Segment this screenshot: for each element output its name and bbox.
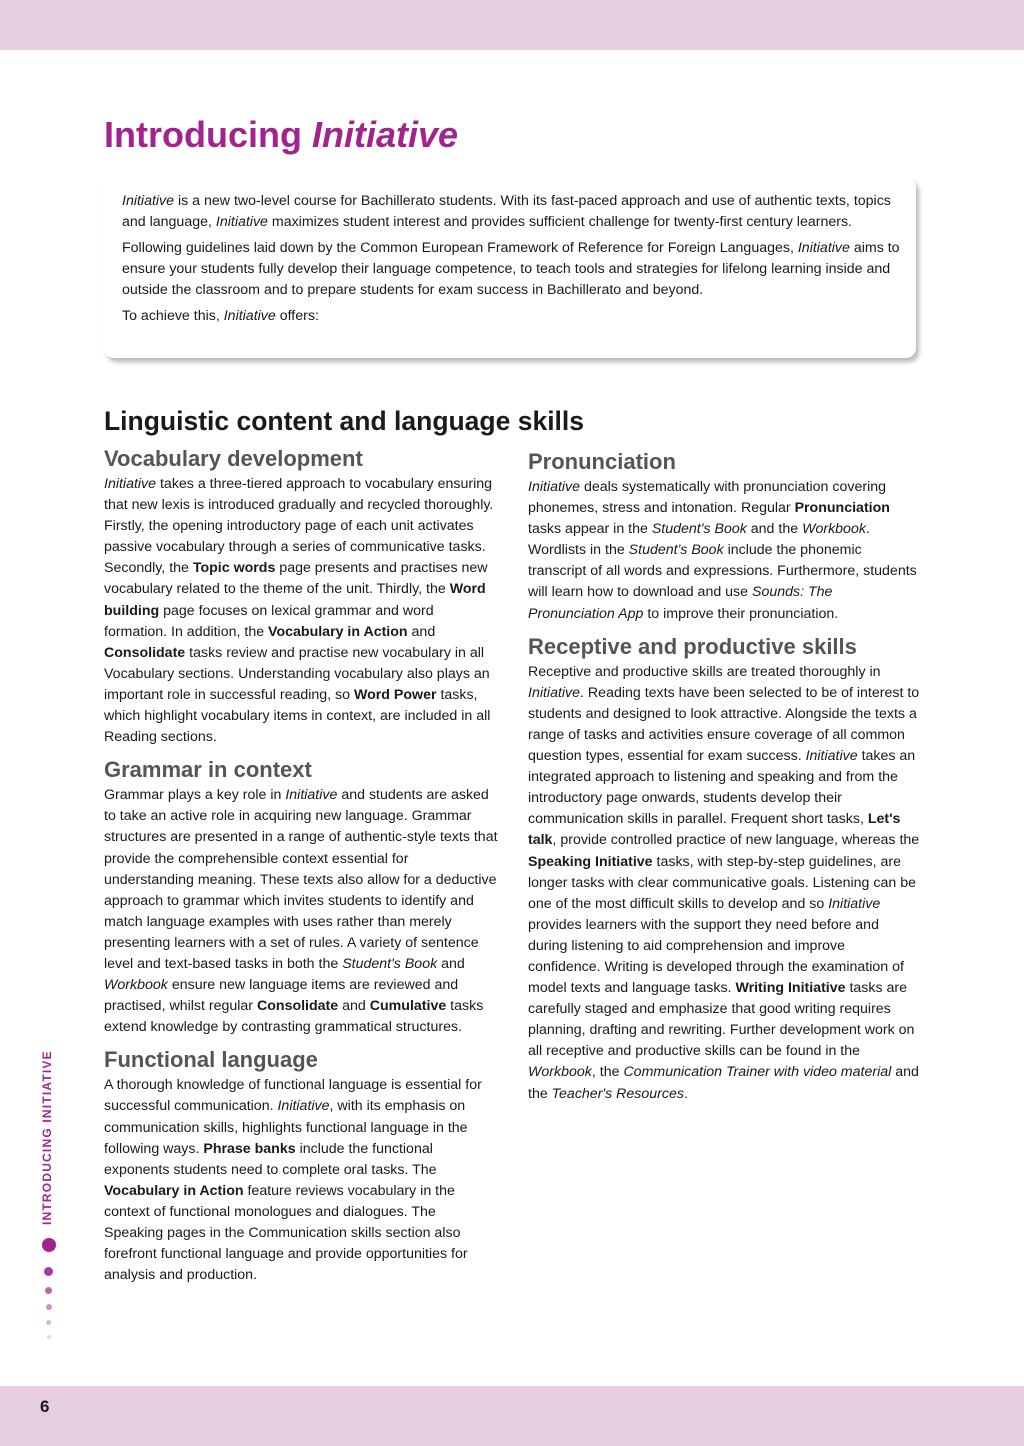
page-number: 6 [40, 1397, 50, 1416]
side-dot-icon [46, 1320, 51, 1325]
grammar-text: Grammar plays a key role in Initiative and students are asked to take an active role in acquiring new language. Grammar structures are presented in a range of authentic-style texts that provide the comprehensible context essential for understanding meaning. These texts also allow for a deductive approach to grammar which invites students to identify and match language examples with uses rather than merely presenting learners with a set of rules. A variety of sentence level and text-based tasks in both the Student's Book and Workbook ensure new language items are reviewed and practised, whilst regular Consolidate and Cumulative tasks extend knowledge by contrasting grammatical structures. [104, 787, 498, 1036]
section-heading: Linguistic content and language skills [104, 406, 585, 436]
vocabulary-heading: Vocabulary development [104, 446, 363, 471]
right-column [528, 447, 920, 1112]
intro-box [104, 178, 916, 358]
functional-heading: Functional language [104, 1047, 318, 1073]
side-dot-icon [47, 1335, 51, 1339]
top-band [0, 0, 1024, 50]
vocabulary-text: Initiative takes a three-tiered approach to vocabulary ensuring that new lexis is introduced gradually and recycled thoroughly. Firstly, the opening introductory page of each unit activates passive vocabulary through a series of communicative tasks. Secondly, the Topic words page presents and practises new vocabulary related to the theme of the unit. Thirdly, the Word building page focuses on lexical grammar and word formation. In addition, the Vocabulary in Action and Consolidate tasks review and practise new vocabulary in all Vocabulary sections. Understanding vocabulary also plays an important role in successful reading, so Word Power tasks, which highlight vocabulary items in context, are included in all Reading sections. [104, 476, 494, 746]
side-dot-icon [46, 1304, 52, 1310]
receptive-text: Receptive and productive skills are treated thoroughly in Initiative. Reading texts have been selected to be of interest to students and designed to look attractive. Alongside the texts a range of tasks and activities ensure coverage of all common question types, essential for exam success. Initiative takes an integrated approach to listening and speaking and from the introductory page onwards, students develop their communication skills in parallel. Frequent short tasks, Let's talk, provide controlled practice of new language, whereas the Speaking Initiative tasks, with step-by-step guidelines, are longer tasks with clear communicative goals. Listening can be one of the most difficult skills to develop and so Initiative provides learners with the support they need before and during listening to aid comprehension and improve confidence. Writing is developed through the examination of model texts and language tasks. Writing Initiative tasks are carefully staged and emphasize that good writing requires planning, drafting and rewriting. Further development work on all receptive and productive skills can be found in the Workbook, the Communication Trainer with video material and the Teacher's Resources. [528, 663, 920, 1102]
intro-paragraph: Initiative is a new two-level course for Bachillerato students. With its fast-paced approach and use of authentic texts, topics and language, Initiative maximizes student interest and provides sufficient challenge for twenty-first century learners. [122, 193, 891, 230]
functional-text: A thorough knowledge of functional language is essential for successful communication. Initiative, with its emphasis on communication skills, highlights functional language in the following ways. Phrase banks include the functional exponents students need to complete oral tasks. The Vocabulary in Action feature reviews vocabulary in the context of functional monologues and dialogues. The Speaking pages in the Communication skills section also forefront functional language and provide opportunities for analysis and production. [104, 1077, 482, 1284]
pronunciation-text: Initiative deals systematically with pronunciation covering phonemes, stress and intonation. Regular Pronunciation tasks appear in the Student's Book and the Workbook. Wordlists in the Student's Book include the phonemic transcript of all words and expressions. Furthermore, students will learn how to download and use Sounds: The Pronunciation App to improve their pronunciation. [528, 479, 917, 622]
side-dot-icon [44, 1267, 53, 1276]
grammar-heading: Grammar in context [104, 757, 312, 783]
side-dot-large-icon [42, 1238, 56, 1252]
page-title: Introducing Initiative [104, 114, 459, 155]
side-dot-icon [45, 1287, 52, 1294]
receptive-heading: Receptive and productive skills [528, 633, 857, 659]
pronunciation-heading: Pronunciation [528, 449, 676, 474]
left-column [104, 444, 498, 1293]
side-label: INTRODUCING INITIATIVE [40, 1050, 54, 1225]
intro-paragraph: Following guidelines laid down by the Common European Framework of Reference for Foreign Languages, Initiative aims to ensure your students fully develop their language competence, to teach tools and strategies for lifelong learning inside and outside the classroom and to prepare students for exam success in Bachillerato and beyond. [122, 240, 900, 298]
intro-paragraph: To achieve this, Initiative offers: [122, 308, 319, 324]
bottom-band [0, 1386, 1024, 1446]
